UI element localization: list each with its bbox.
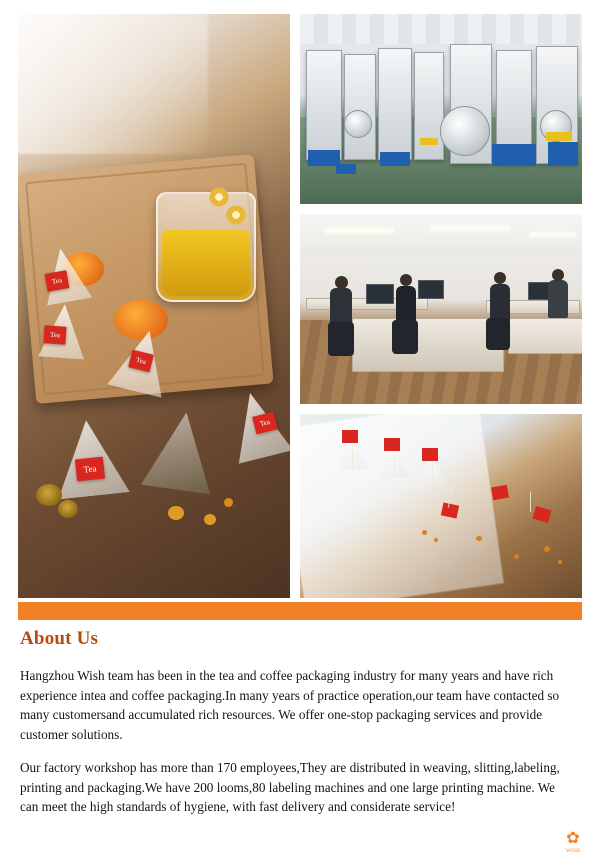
about-section bbox=[20, 628, 580, 831]
dried-orange-slice bbox=[114, 300, 168, 340]
photo-tea-bags-on-wooden-tray bbox=[18, 14, 290, 598]
employee-head bbox=[552, 269, 564, 281]
employee bbox=[548, 280, 568, 318]
orange-divider bbox=[18, 602, 582, 620]
tea-bag-tag bbox=[491, 485, 509, 501]
ceiling-light bbox=[324, 228, 394, 233]
desk bbox=[508, 318, 582, 354]
brewed-tea bbox=[162, 230, 250, 296]
tea-bag-string bbox=[394, 452, 395, 476]
machine-panel bbox=[546, 132, 572, 141]
monitor bbox=[418, 280, 444, 299]
tea-bag-tag bbox=[384, 438, 400, 451]
dried-herb bbox=[204, 514, 216, 525]
tea-bag-tag: Tea bbox=[75, 457, 105, 482]
tea-bag-tag: Tea bbox=[128, 350, 154, 373]
tea-crumb bbox=[476, 536, 482, 541]
tea-crumb bbox=[558, 560, 562, 564]
monitor bbox=[366, 284, 394, 304]
dried-herb bbox=[224, 498, 233, 507]
packaging-machine bbox=[344, 54, 376, 160]
tea-crumb bbox=[422, 530, 427, 535]
company-logo bbox=[560, 827, 586, 857]
tea-crumb bbox=[434, 538, 438, 542]
employee-head bbox=[494, 272, 506, 284]
employee-head bbox=[400, 274, 412, 286]
tea-bag-tag bbox=[422, 448, 438, 461]
machine-drum bbox=[344, 110, 372, 138]
machine-base bbox=[380, 152, 410, 166]
office-chair bbox=[328, 322, 354, 356]
machine-base bbox=[336, 164, 356, 174]
dried-herb bbox=[58, 500, 78, 518]
machine-drum bbox=[440, 106, 490, 156]
employee bbox=[490, 284, 510, 322]
ceiling bbox=[300, 14, 582, 44]
tea-crumb bbox=[514, 554, 519, 559]
photo-tea-bag-material-closeup bbox=[300, 414, 582, 598]
about-paragraph-1: Hangzhou Wish team has been in the tea and coffee packaging industry for many years and have rich experience intea and coffee packaging.In many years of practice operation,our team have contacted so many customersand accumulated rich resources. We offer one-stop packaging services and provide customer solutions. bbox=[20, 668, 560, 742]
office-chair bbox=[392, 320, 418, 354]
photo-office-workspace bbox=[300, 214, 582, 404]
dried-herb bbox=[168, 506, 184, 520]
office-chair bbox=[486, 318, 510, 350]
desk bbox=[352, 318, 504, 372]
machine-base bbox=[548, 142, 578, 166]
flower-icon: ✿ bbox=[566, 830, 580, 847]
lace-cloth bbox=[18, 14, 208, 154]
machine-panel bbox=[420, 138, 438, 145]
about-paragraph-2: Our factory workshop has more than 170 employees,They are distributed in weaving, slitting,labeling, printing and packaging.We have 200 looms,80 labeling machines and one large printing machine. We can meet the high standards of hygiene, with fast delivery and considerate service! bbox=[20, 760, 560, 814]
tea-bag-tag: Tea bbox=[43, 325, 66, 344]
tea-bag-tag: Tea bbox=[45, 270, 70, 292]
employee-head bbox=[335, 276, 348, 289]
packaging-machine bbox=[378, 48, 412, 160]
photo-factory-workshop-machines bbox=[300, 14, 582, 204]
machine-base bbox=[492, 144, 536, 166]
tea-crumb bbox=[544, 546, 550, 552]
dried-herb bbox=[36, 484, 62, 506]
tea-bag-string bbox=[530, 492, 531, 512]
tea-bag-tag bbox=[342, 430, 358, 443]
tea-bag-string bbox=[432, 462, 433, 486]
tea-bag-string bbox=[352, 444, 353, 470]
dried-flower bbox=[223, 204, 249, 226]
logo-text: WISH bbox=[566, 849, 580, 854]
packaging-machine bbox=[306, 50, 342, 160]
ceiling-light bbox=[530, 232, 576, 237]
page-title: About Us bbox=[20, 628, 99, 649]
tea-bag-tag: Tea bbox=[252, 412, 278, 435]
filter-mesh-roll bbox=[300, 414, 504, 598]
image-gallery bbox=[18, 14, 582, 598]
ceiling-light bbox=[430, 226, 510, 231]
